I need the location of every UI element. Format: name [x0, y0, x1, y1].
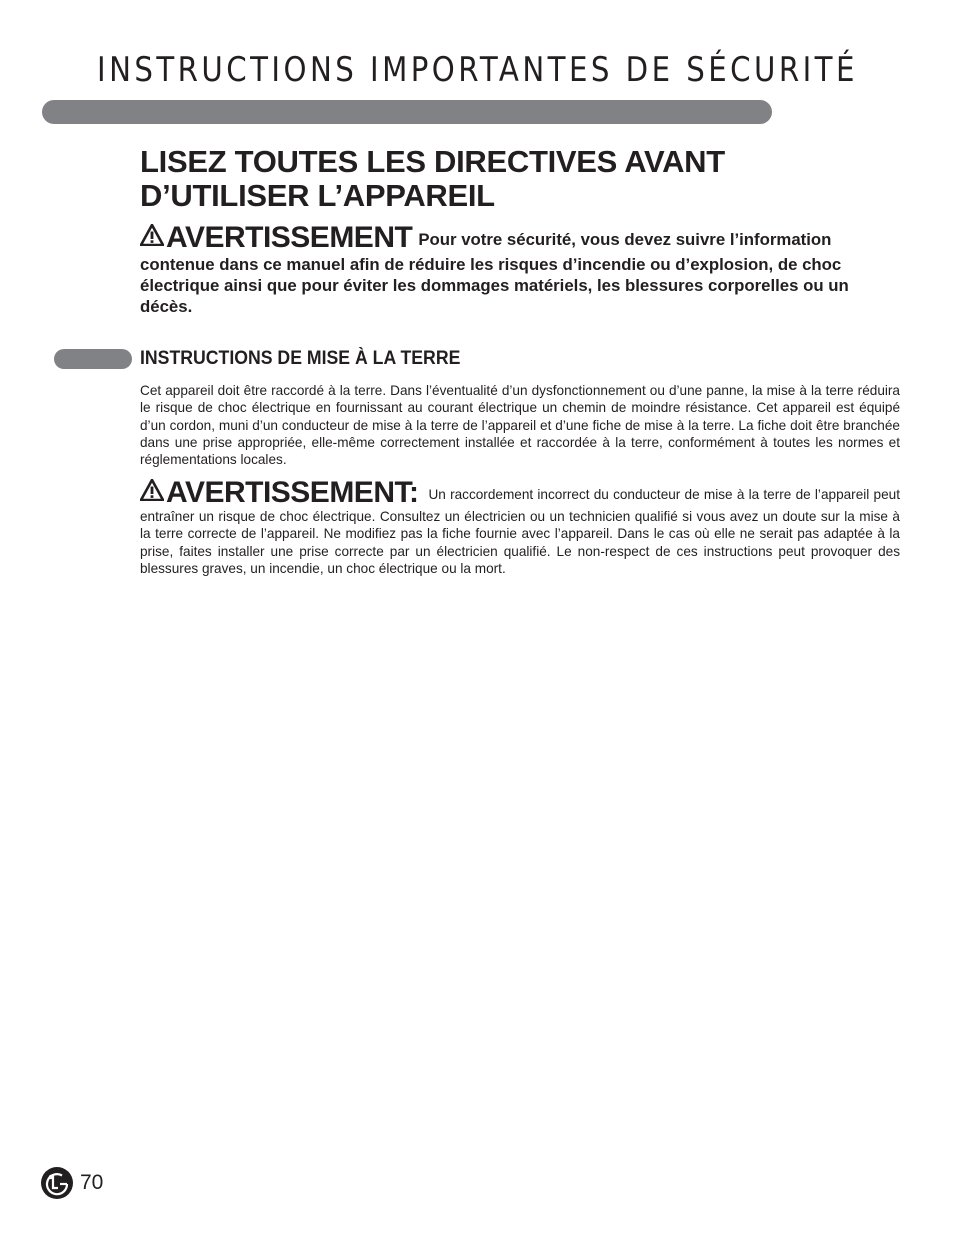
main-heading [140, 145, 860, 213]
warning-triangle-icon [140, 224, 164, 246]
main-heading-line1: LISEZ TOUTES LES DIRECTIVES AVANT [140, 144, 725, 179]
header-divider-bar [42, 100, 772, 124]
warning-text-2: Un raccordement incorrect du conducteur de mise à la terre de l’appareil peut entraîner un risque de choc électrique. Consultez un électricien ou un technicien qualifié si vous avez un doute sur la mise à la terre correcte de l’appareil. Ne modifiez pas la fiche fournie avec l’appareil. Dans le cas où elle ne serait pas adaptée à la prise, faites installer une prise correcte par un électricien qualifié. Le non-respect de ces instructions peut provoquer des blessures graves, un incendie, un choc électrique ou la mort. [140, 487, 900, 576]
warning-label-1-text: AVERTISSEMENT [166, 221, 413, 254]
lg-logo-icon [40, 1166, 74, 1200]
warning-block-1 [140, 222, 880, 317]
warning-label-2-text: AVERTISSEMENT: [166, 476, 419, 509]
section-side-tab [54, 349, 132, 369]
page-header-title: INSTRUCTIONS IMPORTANTES DE SÉCURITÉ [97, 50, 858, 90]
warning-text-1: Pour votre sécurité, vous devez suivre l’information contenue dans ce manuel afin de réduire les risques d’incendie ou d’explosion, de choc électrique ainsi que pour éviter les dommages matériels, les blessures corporelles ou un décès. [140, 230, 849, 316]
warning-label-2 [140, 478, 418, 508]
main-heading-line2: D’UTILISER L’APPAREIL [140, 178, 495, 213]
grounding-heading: INSTRUCTIONS DE MISE À LA TERRE [140, 348, 461, 369]
page-number: 70 [80, 1171, 104, 1194]
warning-triangle-icon [140, 479, 164, 501]
warning-label-1 [140, 222, 412, 254]
warning-block-2 [140, 478, 900, 577]
grounding-body: Cet appareil doit être raccordé à la terre. Dans l’éventualité d’un dysfonctionnement ou d’une panne, la mise à la terre réduira le risque de choc électrique en fournissant au courant électrique un chemin de moindre résistance. Cet appareil est équipé d’un cordon, muni d’un conducteur de mise à la terre de l’appareil et d’une fiche de mise à la terre. La fiche doit être branchée dans une prise appropriée, elle-même correctement installée et raccordée à la terre, conformément à toutes les normes et réglementations locales. [140, 383, 900, 468]
